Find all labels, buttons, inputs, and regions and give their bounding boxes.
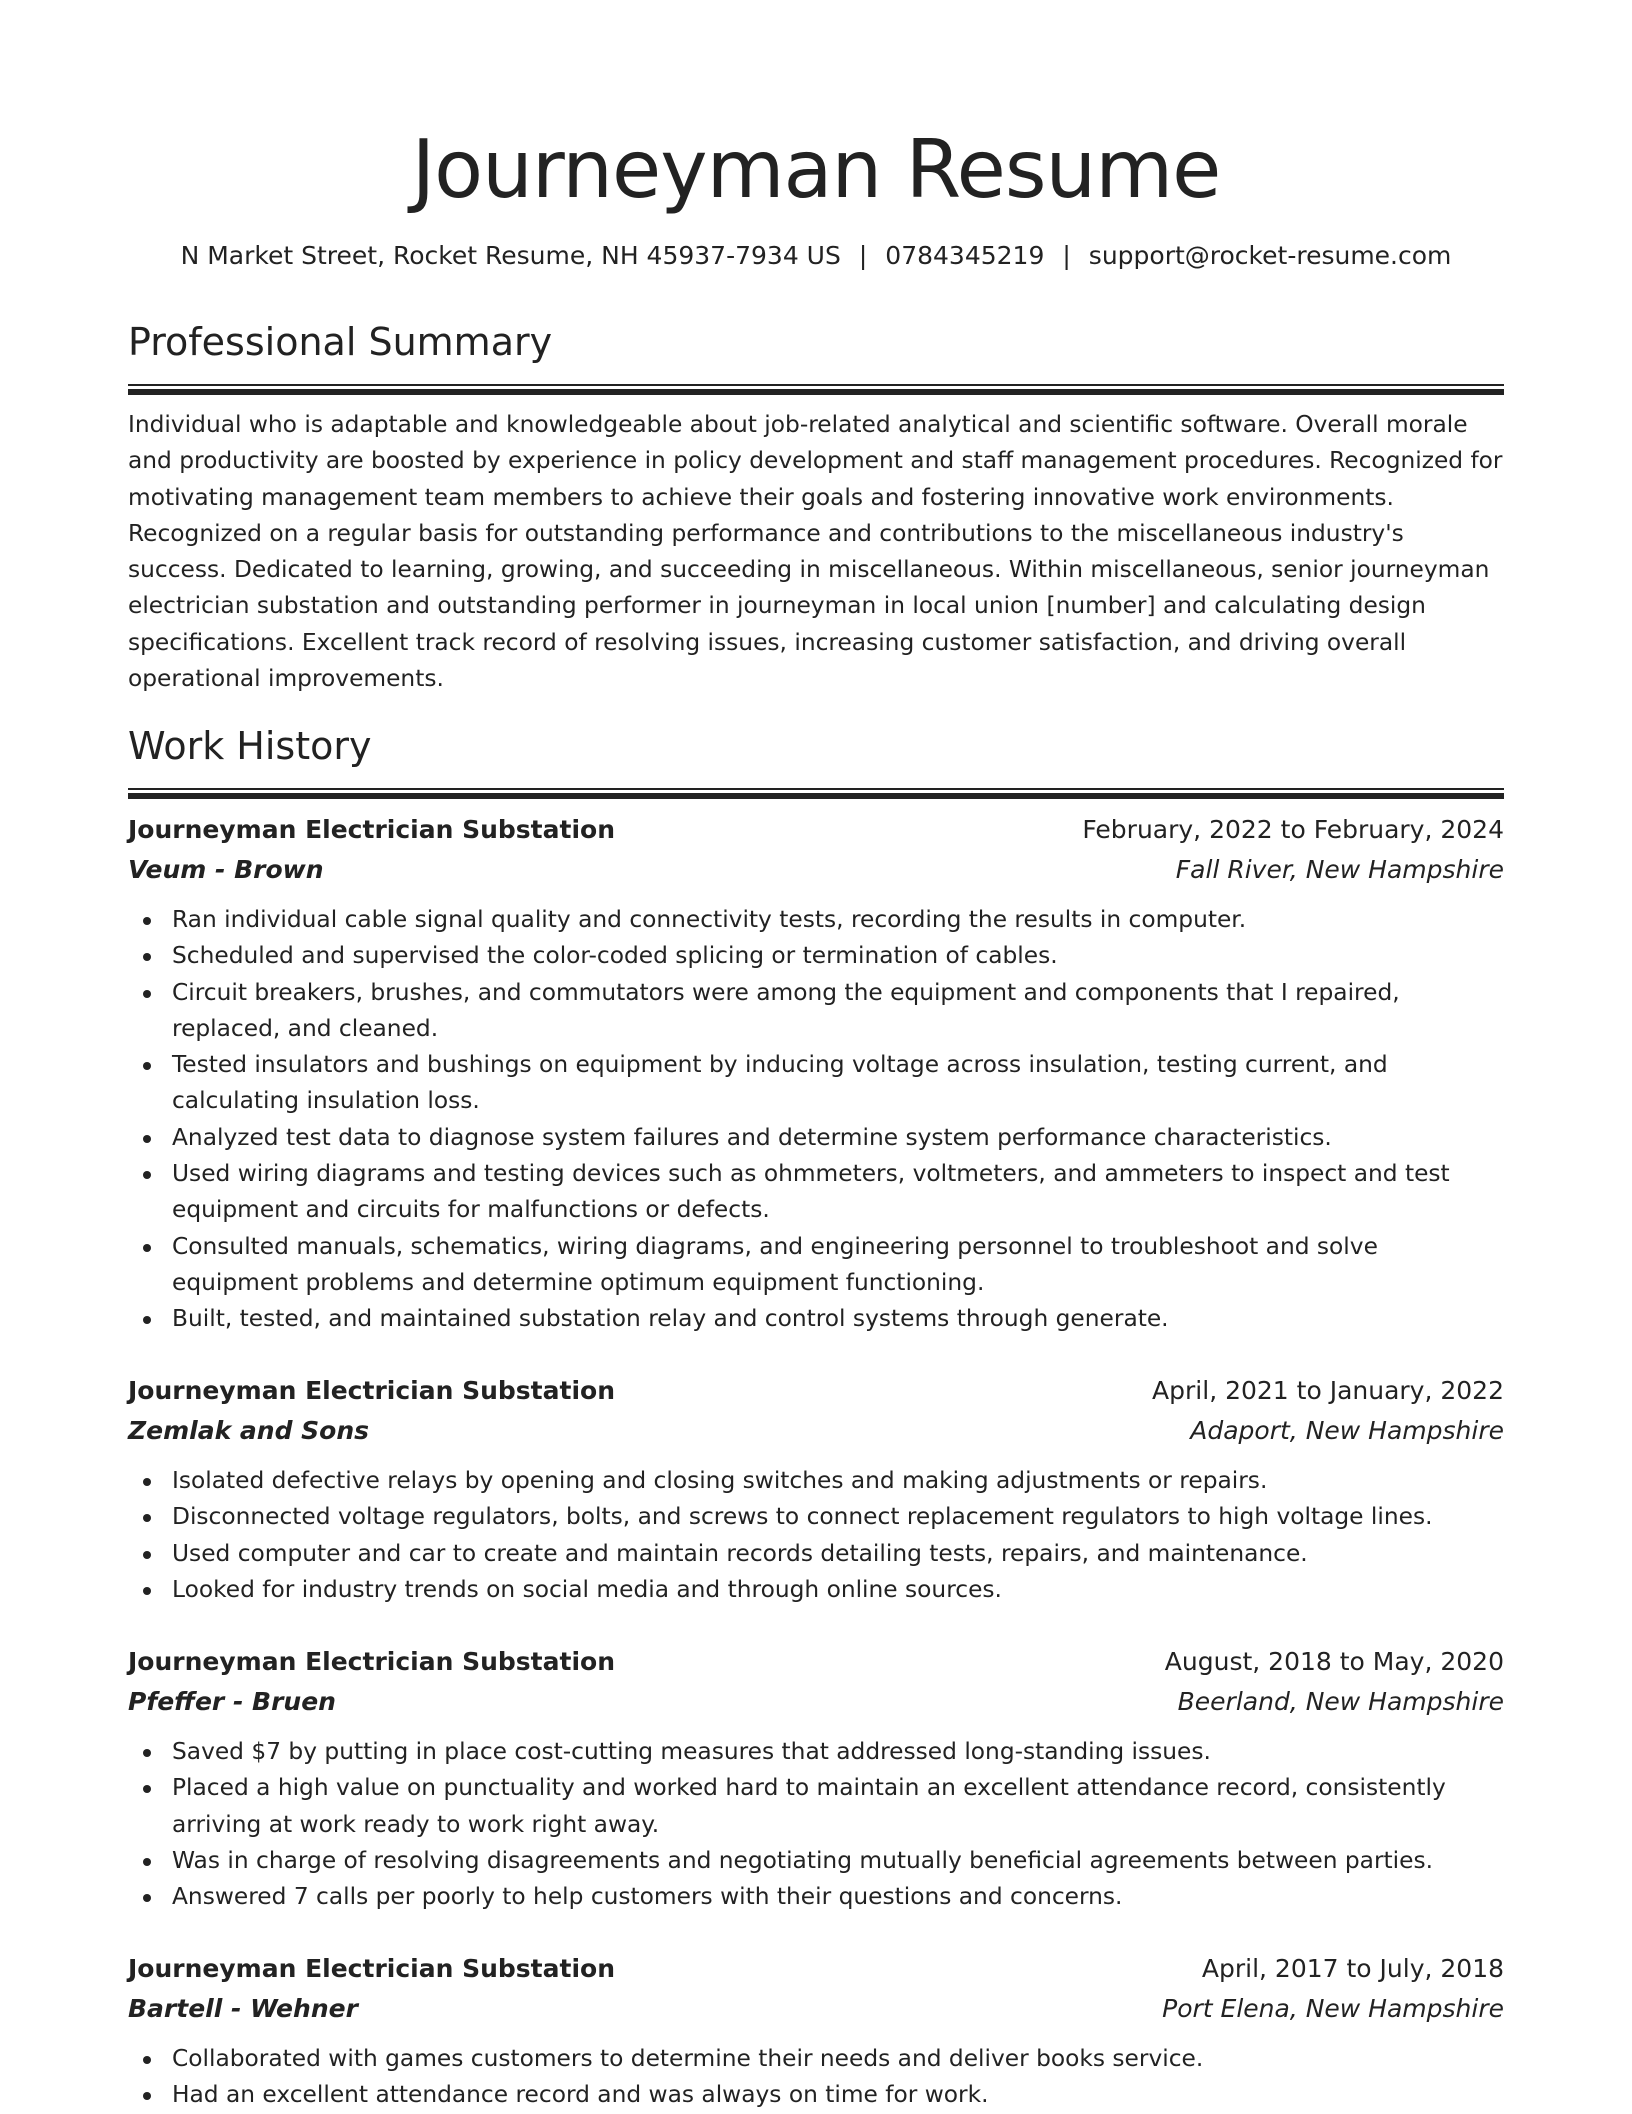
contact-address: N Market Street, Rocket Resume, NH 45937-7934 US xyxy=(180,241,841,270)
job-header xyxy=(128,810,1504,850)
list-item: Looked for industry trends on social media and through online sources. xyxy=(172,1572,1504,1608)
job-dates: April, 2021 to January, 2022 xyxy=(1152,1376,1504,1405)
job-bullets xyxy=(128,902,1504,1338)
summary-text: Individual who is adaptable and knowledgeable about job-related analytical and scientific software. Overall morale and productivity are boosted by experience in policy development and staff management procedures. Recognized for motivating management team members to achieve their goals and fostering innovative work environments. Recognized on a regular basis for outstanding performance and contributions to the miscellaneous industry's success. Dedicated to learning, growing, and succeeding in miscellaneous. Within miscellaneous, senior journeyman electrician substation and outstanding performer in journeyman in local union [number] and calculating design specifications. Excellent track record of resolving issues, increasing customer satisfaction, and driving overall operational improvements. xyxy=(128,411,1503,693)
list-item: Ran individual cable signal quality and connectivity tests, recording the results in computer. xyxy=(172,902,1504,938)
job-title: Journeyman Electrician Substation xyxy=(128,1954,615,1983)
list-item: Was in charge of resolving disagreements and negotiating mutually beneficial agreements between parties. xyxy=(172,1843,1504,1879)
job-subheader xyxy=(128,850,1504,890)
job-location: Fall River, New Hampshire xyxy=(1175,855,1504,884)
contact-phone: 0784345219 xyxy=(885,241,1045,270)
list-item: Saved $7 by putting in place cost-cutting measures that addressed long-standing issues. xyxy=(172,1734,1504,1770)
list-item: Collaborated with games customers to determine their needs and deliver books service. xyxy=(172,2041,1504,2077)
job-bullets xyxy=(128,1463,1504,1608)
job-company: Zemlak and Sons xyxy=(128,1416,370,1445)
job-entry xyxy=(128,1949,1504,2114)
list-item: Circuit breakers, brushes, and commutators were among the equipment and components that I repaired, replaced, and cleaned. xyxy=(172,975,1504,1048)
section-heading: Work History xyxy=(128,724,372,768)
list-item: Answered 7 calls per poorly to help customers with their questions and concerns. xyxy=(172,1879,1504,1915)
job-subheader xyxy=(128,1411,1504,1451)
contact-line xyxy=(128,238,1504,274)
list-item: Scheduled and supervised the color-coded splicing or termination of cables. xyxy=(172,938,1504,974)
list-item: Used wiring diagrams and testing devices such as ohmmeters, voltmeters, and ammeters to inspect and test equipment and circuits for malfunctions or defects. xyxy=(172,1156,1504,1229)
job-title: Journeyman Electrician Substation xyxy=(128,1647,615,1676)
contact-email: support@rocket-resume.com xyxy=(1088,241,1452,270)
job-location: Beerland, New Hampshire xyxy=(1177,1687,1504,1716)
job-bullets xyxy=(128,1734,1504,1915)
job-entry xyxy=(128,810,1504,1338)
job-company: Veum - Brown xyxy=(128,855,324,884)
job-title: Journeyman Electrician Substation xyxy=(128,1376,615,1405)
list-item: Disconnected voltage regulators, bolts, and screws to connect replacement regulators to high voltage lines. xyxy=(172,1499,1504,1535)
job-company: Bartell - Wehner xyxy=(128,1994,358,2023)
list-item: Tested insulators and bushings on equipment by inducing voltage across insulation, testing current, and calculating insulation loss. xyxy=(172,1047,1504,1120)
job-dates: February, 2022 to February, 2024 xyxy=(1082,815,1504,844)
job-header xyxy=(128,1371,1504,1411)
job-header xyxy=(128,1642,1504,1682)
job-bullets xyxy=(128,2041,1504,2114)
section-heading: Professional Summary xyxy=(128,320,553,364)
job-dates: April, 2017 to July, 2018 xyxy=(1201,1954,1504,1983)
contact-separator: | xyxy=(1062,241,1071,270)
job-location: Adaport, New Hampshire xyxy=(1190,1416,1504,1445)
job-location: Port Elena, New Hampshire xyxy=(1162,1994,1504,2023)
job-entry xyxy=(128,1642,1504,1915)
section-divider xyxy=(128,384,1504,395)
list-item: Analyzed test data to diagnose system failures and determine system performance characteristics. xyxy=(172,1120,1504,1156)
job-header xyxy=(128,1949,1504,1989)
job-subheader xyxy=(128,1682,1504,1722)
job-entry xyxy=(128,1371,1504,1608)
work-history-section xyxy=(128,721,1504,799)
section-divider xyxy=(128,788,1504,799)
list-item: Consulted manuals, schematics, wiring diagrams, and engineering personnel to troubleshoot and solve equipment problems and determine optimum equipment functioning. xyxy=(172,1229,1504,1302)
job-subheader xyxy=(128,1989,1504,2029)
job-dates: August, 2018 to May, 2020 xyxy=(1164,1647,1504,1676)
resume-title: Journeyman Resume xyxy=(411,123,1221,216)
professional-summary-section xyxy=(128,317,1504,697)
contact-separator: | xyxy=(858,241,868,270)
list-item: Used computer and car to create and maintain records detailing tests, repairs, and maintenance. xyxy=(172,1536,1504,1572)
list-item: Placed a high value on punctuality and worked hard to maintain an excellent attendance record, consistently arriving at work ready to work right away. xyxy=(172,1770,1504,1843)
list-item: Built, tested, and maintained substation relay and control systems through generate. xyxy=(172,1301,1504,1337)
list-item: Isolated defective relays by opening and closing switches and making adjustments or repairs. xyxy=(172,1463,1504,1499)
job-company: Pfeffer - Bruen xyxy=(128,1687,336,1716)
list-item: Had an excellent attendance record and was always on time for work. xyxy=(172,2077,1504,2113)
job-title: Journeyman Electrician Substation xyxy=(128,815,615,844)
